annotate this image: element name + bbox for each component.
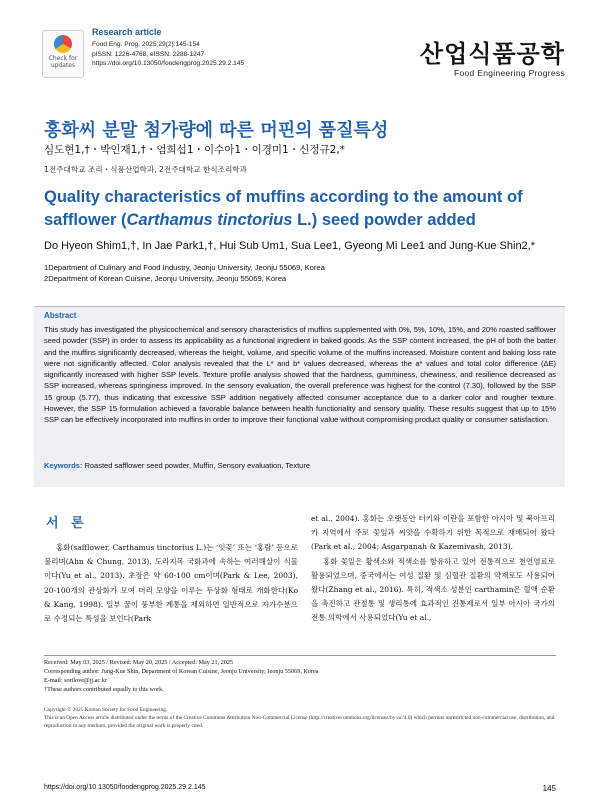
badge-line2: updates <box>50 62 76 69</box>
authors-english: Do Hyeon Shim1,†, In Jae Park1,†, Hui Sub Um1, Sua Lee1, Gyeong Mi Lee1 and Jung-Kue Shin2,* <box>44 240 536 252</box>
intro-left-column: 홍화(safflower, Carthamus tinctorius L.)는 ‘잇꽃’ 또는 ‘홍람’ 등으로 불리며(Ahn & Chung, 2013), 도라지목 국화과에 속하는 여러해살이 식물이다(Yu et al., 2013). 초장은 약 60-100 cm이며(Park & Lee, 2003), 20-100개의 관상화가 모여 머리 모양을 이루는 두상화 형태로 개화한다(Ko & Kang, 1998). 일부 꿀이 풍부한 계통을 제외하면 일반적으로 자가수분으로 수정되는 특성을 보인다(Park <box>44 543 298 624</box>
footnote-divider <box>44 655 556 656</box>
keywords-text: Roasted safflower seed powder, Muffin, Sensory evaluation, Texture <box>84 461 310 470</box>
journal-title-en: Food Engineering Progress <box>454 68 565 78</box>
title-english: Quality characteristics of muffins according to the amount of safflower (Carthamus tinctorius L.) seed powder added <box>44 188 523 229</box>
copyright-line: Copyright © 2025 Korean Society for Food Engineering. <box>44 707 168 713</box>
title-english-line2: L.) seed powder added <box>297 211 476 229</box>
footnotes <box>44 658 556 694</box>
article-type: Research article <box>92 27 162 37</box>
authors-korean: 심도현1,†・박인재1,†・엄희섭1・이수아1・이경미1・신정규2,* <box>44 144 345 156</box>
intro-right-para2: 홍화 꽃잎은 황색소와 적색소를 함유하고 있어 전통적으로 천연염료로 활용되었으며, 중국에서는 여성 질환 및 심혈관 질환의 약재로도 사용되어 왔다(Zhang et al., 2016). 특히, 적색소 성분인 carthamin은 혈액 순환을 촉진하고 관절통 및 생리통에 효과적인 진통제로서 일부 아시아 국가의 전통 의학에서 사용되었다(Yu et al., <box>311 556 555 623</box>
license-text: This is an Open Access article distributed under the terms of the Creative Commons Attribution Non-Commercial License (http://creativecommons.org/licenses/by-nc/4.0) which permits unrestricted non-commercial use, distribution, and reproduction in any medium, provided the original work is properly cited. <box>44 715 555 729</box>
footer-doi[interactable]: https://doi.org/10.13050/foodengprog.2025.29.2.145 <box>44 784 206 791</box>
copyright-notice <box>44 706 556 730</box>
keywords-label: Keywords: <box>44 461 83 470</box>
issn: pISSN: 1226-4768, eISSN: 2288-1247 <box>92 50 205 58</box>
citation: Food Eng. Prog. 2025;29(2):145-154 <box>92 41 200 48</box>
check-for-updates-badge[interactable] <box>42 30 84 78</box>
affiliation-korean: 1전주대학교 조리・식품산업학과, 2전주대학교 한식조리학과 <box>44 165 247 174</box>
badge-line1: Check for <box>48 55 78 62</box>
section-heading-introduction: 서 론 <box>46 516 88 531</box>
affiliation-2: 2Department of Korean Cuisine, Jeonju University, Jeonju 55069, Korea <box>44 274 287 283</box>
received-dates: Received: May 03, 2025 / Revised: May 20, 2025 / Accepted: May 21, 2025 <box>44 659 234 666</box>
journal-title-ko: 산업식품공학 <box>419 40 565 68</box>
title-species: Carthamus tinctorius <box>126 211 293 229</box>
corresponding-author: Corresponding author: Jung-Kue Shin, Department of Korean Cuisine, Jeonju University, Jeonju 55069, Korea <box>44 668 319 675</box>
title-english-line1: Quality characteristics of muffins according to the amount of safflower <box>44 188 523 229</box>
affiliation-1: 1Department of Culinary and Food Industry, Jeonju University, Jeonju 55069, Korea <box>44 263 325 272</box>
keywords <box>44 461 310 470</box>
intro-right-para1: et al., 2004). 홍화는 오랫동안 터키와 이란을 포함한 아시아 및 북아프리카 지역에서 주로 꽃잎과 씨앗을 수확하기 위한 목적으로 재배되어 왔다(Park et al., 2004; Asgarpanah & Kazemivash, 2013). <box>311 514 555 552</box>
title-korean: 홍화씨 분말 첨가량에 따른 머핀의 품질특성 <box>44 120 389 141</box>
affiliations-english <box>44 262 325 284</box>
email[interactable]: E-mail: sorilove@jj.ac.kr <box>44 677 107 684</box>
check-updates-icon <box>54 35 72 53</box>
page-number: 145 <box>542 784 556 793</box>
doi-link[interactable]: https://doi.org/10.13050/foodengprog.2025.29.2.145 <box>92 60 245 67</box>
intro-right-column <box>311 512 555 626</box>
abstract-text: This study has investigated the physicochemical and sensory characteristics of muffins supplemented with 0%, 5%, 10%, 15%, and 20% roasted safflower seed powder (SSP) in order to assess its applicability as a functional ingredient in baked goods. As the SSP content increased, the pH of both the batter and the muffins significantly decreased, whereas the height, volume, and specific volume of the muffins increased. Moisture content and baking loss rate were not significantly affected. Color analysis revealed that the L* and b* values decreased, whereas the a* values and total color difference (ΔE) significantly increased with higher SSP levels. Texture profile analysis showed that the hardness, gumminess, chewiness, and resilience decreased as SSP increased, whereas springiness improved. In the sensory evaluation, the overall preference was highest for the control (7.30), followed by the SSP 15 group (5.77), thus indicating that excessive SSP addition negatively affected consumer acceptance due to a darker color and rougher texture. However, the SSP 15 formulation achieved a favorable balance between health functionality and sensory quality. These results suggest that up to 15% SSP can be effectively incorporated into muffins in order to improve their functional value without compromising product quality or consumer satisfaction. <box>44 325 556 425</box>
equal-contribution-note: †These authors contributed equally to this work. <box>44 686 164 693</box>
abstract-heading: Abstract <box>44 311 77 320</box>
article-meta <box>92 40 244 69</box>
